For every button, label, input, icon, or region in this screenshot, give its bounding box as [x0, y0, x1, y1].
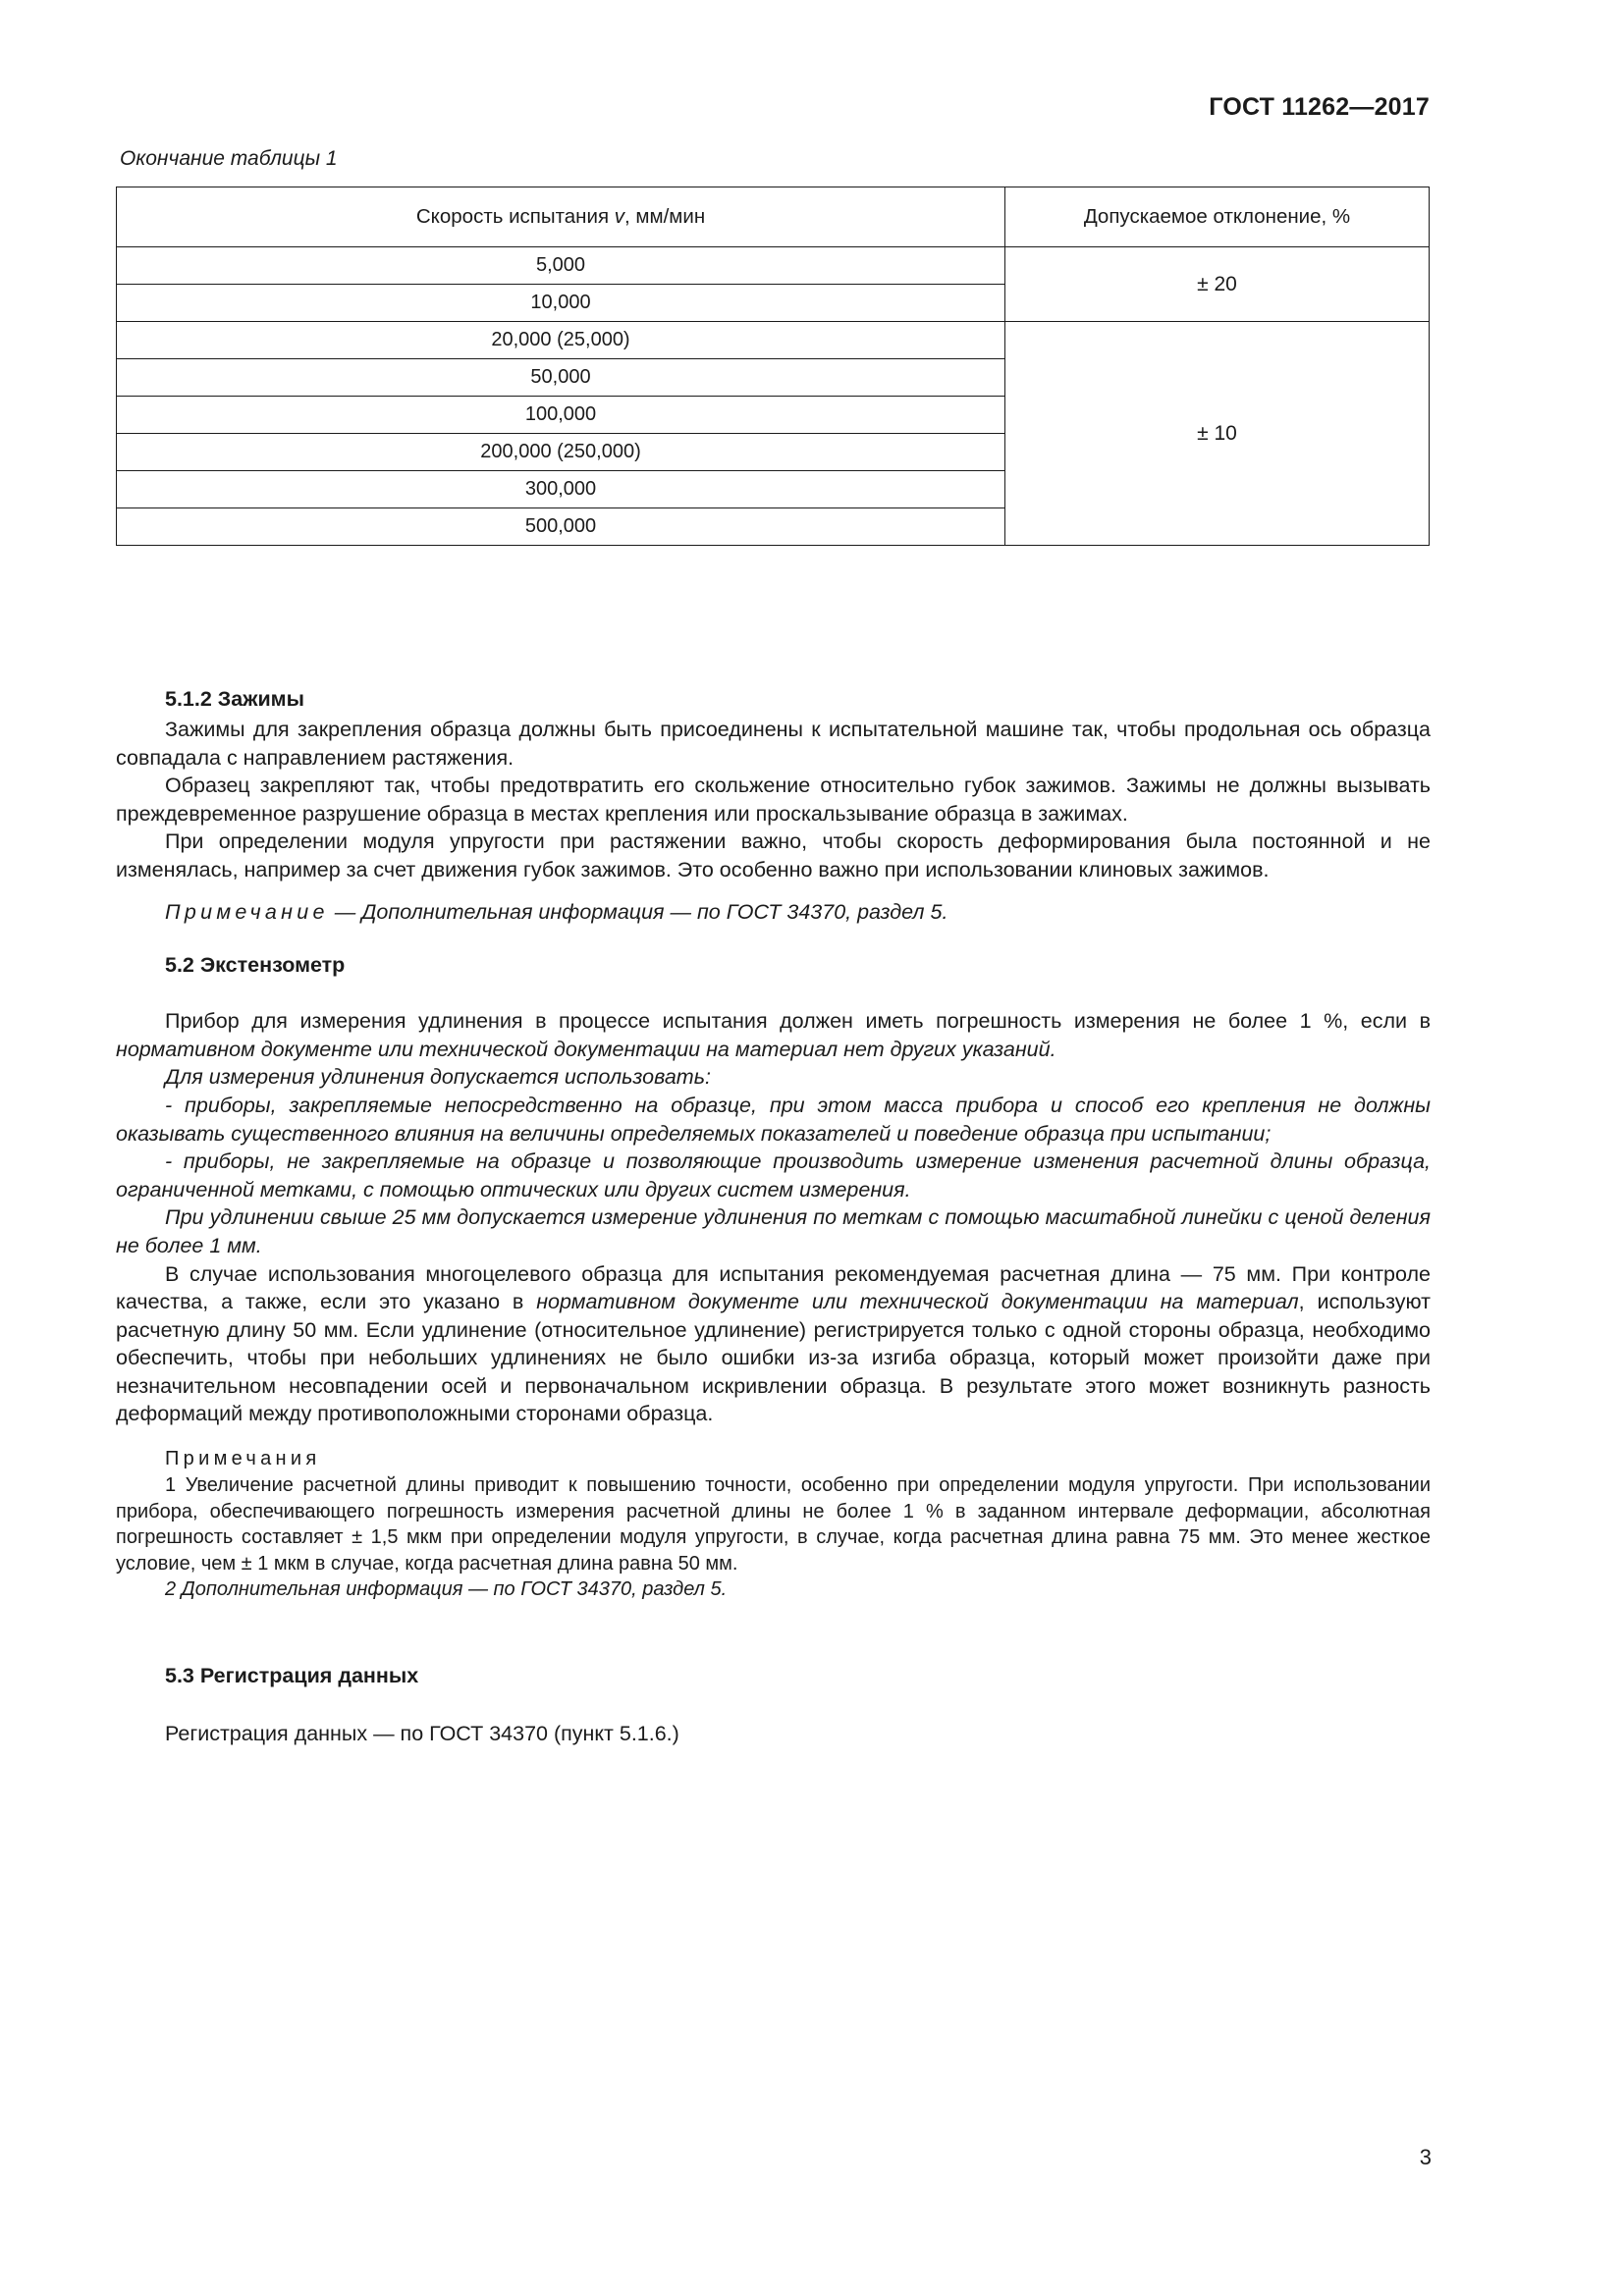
- paragraph-italic: нормативном документе или технической документации на материал: [536, 1290, 1299, 1314]
- table-body: [117, 247, 1430, 546]
- header-speed-before: Скорость испытания: [415, 205, 615, 228]
- deviation-cell: ± 20: [1005, 247, 1430, 322]
- paragraph: - приборы, не закрепляемые на образце и позволяющие производить измерение изменения расчетной длины образца, ограниченной метками, с помощью оптических или других систем измерения.: [116, 1149, 1431, 1201]
- notes-heading: Примечания: [165, 1448, 321, 1470]
- speed-cell: 5,000: [117, 247, 1005, 285]
- speed-cell: 20,000 (25,000): [117, 322, 1005, 359]
- section-heading-5-3: 5.3 Регистрация данных: [165, 1663, 419, 1687]
- table-caption: Окончание таблицы 1: [120, 147, 338, 170]
- document-standard-header: ГОСТ 11262—2017: [1209, 93, 1430, 121]
- paragraph: Регистрация данных — по ГОСТ 34370 (пункт 5.1.6.): [165, 1721, 679, 1745]
- table-row: [117, 247, 1430, 285]
- note-text: — Дополнительная информация — по ГОСТ 34370, раздел 5.: [328, 899, 948, 924]
- page-number: 3: [1419, 2145, 1432, 2169]
- paragraph: При удлинении свыше 25 мм допускается измерение удлинения по меткам с помощью масштабной линейки с ценой деления не более 1 мм.: [116, 1205, 1431, 1257]
- note-5-1-2: [116, 898, 1431, 927]
- paragraph: Зажимы для закрепления образца должны быть присоединены к испытательной машине так, чтобы продольная ось образца совпадала с направлением растяжения.: [116, 718, 1431, 770]
- table-header: [117, 187, 1430, 247]
- speed-cell: 100,000: [117, 397, 1005, 434]
- paragraph-plain-a: В случае использования многоцелевого образца для испытания рекомендуемая расчетная длина — 75 мм. При контроле качества, а также, если это указано в: [116, 1261, 1431, 1314]
- speed-cell: 50,000: [117, 359, 1005, 397]
- paragraph: [116, 1007, 1431, 1063]
- speed-cell: 500,000: [117, 508, 1005, 546]
- paragraph: Для измерения удлинения допускается использовать:: [165, 1065, 711, 1090]
- header-speed-after: , мм/мин: [624, 205, 706, 228]
- speed-cell: 300,000: [117, 471, 1005, 508]
- paragraph-italic: нормативном документе или технической документации на материал нет других указаний.: [116, 1037, 1056, 1061]
- section-heading-5-1-2: 5.1.2 Зажимы: [165, 687, 304, 711]
- paragraph: При определении модуля упругости при растяжении важно, чтобы скорость деформирования была постоянной и не изменялась, например за счет движения губок зажимов. Это особенно важно при использовании клиновых зажимов.: [116, 829, 1431, 881]
- paragraph: Образец закрепляют так, чтобы предотвратить его скольжение относительно губок зажимов. Зажимы не должны вызывать преждевременное разрушение образца в местах крепления или проскальзывание образца в зажимах.: [116, 774, 1431, 826]
- table-header-deviation: Допускаемое отклонение, %: [1005, 187, 1430, 247]
- speed-cell: 200,000 (250,000): [117, 434, 1005, 471]
- paragraph-plain: Прибор для измерения удлинения в процессе испытания должен иметь погрешность измерения не более 1 %, если в: [165, 1009, 1431, 1034]
- table-header-speed: [117, 187, 1005, 247]
- paragraph: - приборы, закрепляемые непосредственно на образце, при этом масса прибора и способ его крепления не должны оказывать существенного влияния на величины определяемых показателей и поведение образца при испытании;: [116, 1093, 1431, 1146]
- note-label: Примечание: [165, 899, 329, 924]
- header-speed-symbol: v: [614, 205, 624, 228]
- paragraph-plain-b: , используют расчетную длину 50 мм. Если удлинение (относительное удлинение) регистрируется только с одной стороны образца, необходимо обеспечить, чтобы при небольших удлинениях не было ошибки из-за изгиба образца, который может произойти даже при незначительном несовпадении осей и первоначальном искривлении образца. В результате этого может возникнуть разность деформаций между противоположными сторонами образца.: [116, 1290, 1432, 1426]
- deviation-cell: ± 10: [1005, 322, 1430, 546]
- table-row: [117, 322, 1430, 359]
- note-item-1: 1 Увеличение расчетной длины приводит к повышению точности, особенно при определении модуля упругости. При использовании прибора, обеспечивающего погрешность измерения расчетной длины не более 1 % в заданном интервале деформации, абсолютная погрешность составляет ± 1,5 мкм при определении модуля упругости, в случае, когда расчетная длина равна 75 мм. Это менее жесткое условие, чем ± 1 мкм в случае, когда расчетная длина равна 50 мм.: [116, 1474, 1431, 1575]
- speed-cell: 10,000: [117, 285, 1005, 322]
- document-body: [116, 687, 1431, 1747]
- section-heading-5-2: 5.2 Экстензометр: [165, 953, 346, 978]
- test-speed-table: [116, 187, 1430, 546]
- note-item-2: 2 Дополнительная информация — по ГОСТ 34370, раздел 5.: [165, 1578, 728, 1601]
- paragraph: [116, 1260, 1431, 1429]
